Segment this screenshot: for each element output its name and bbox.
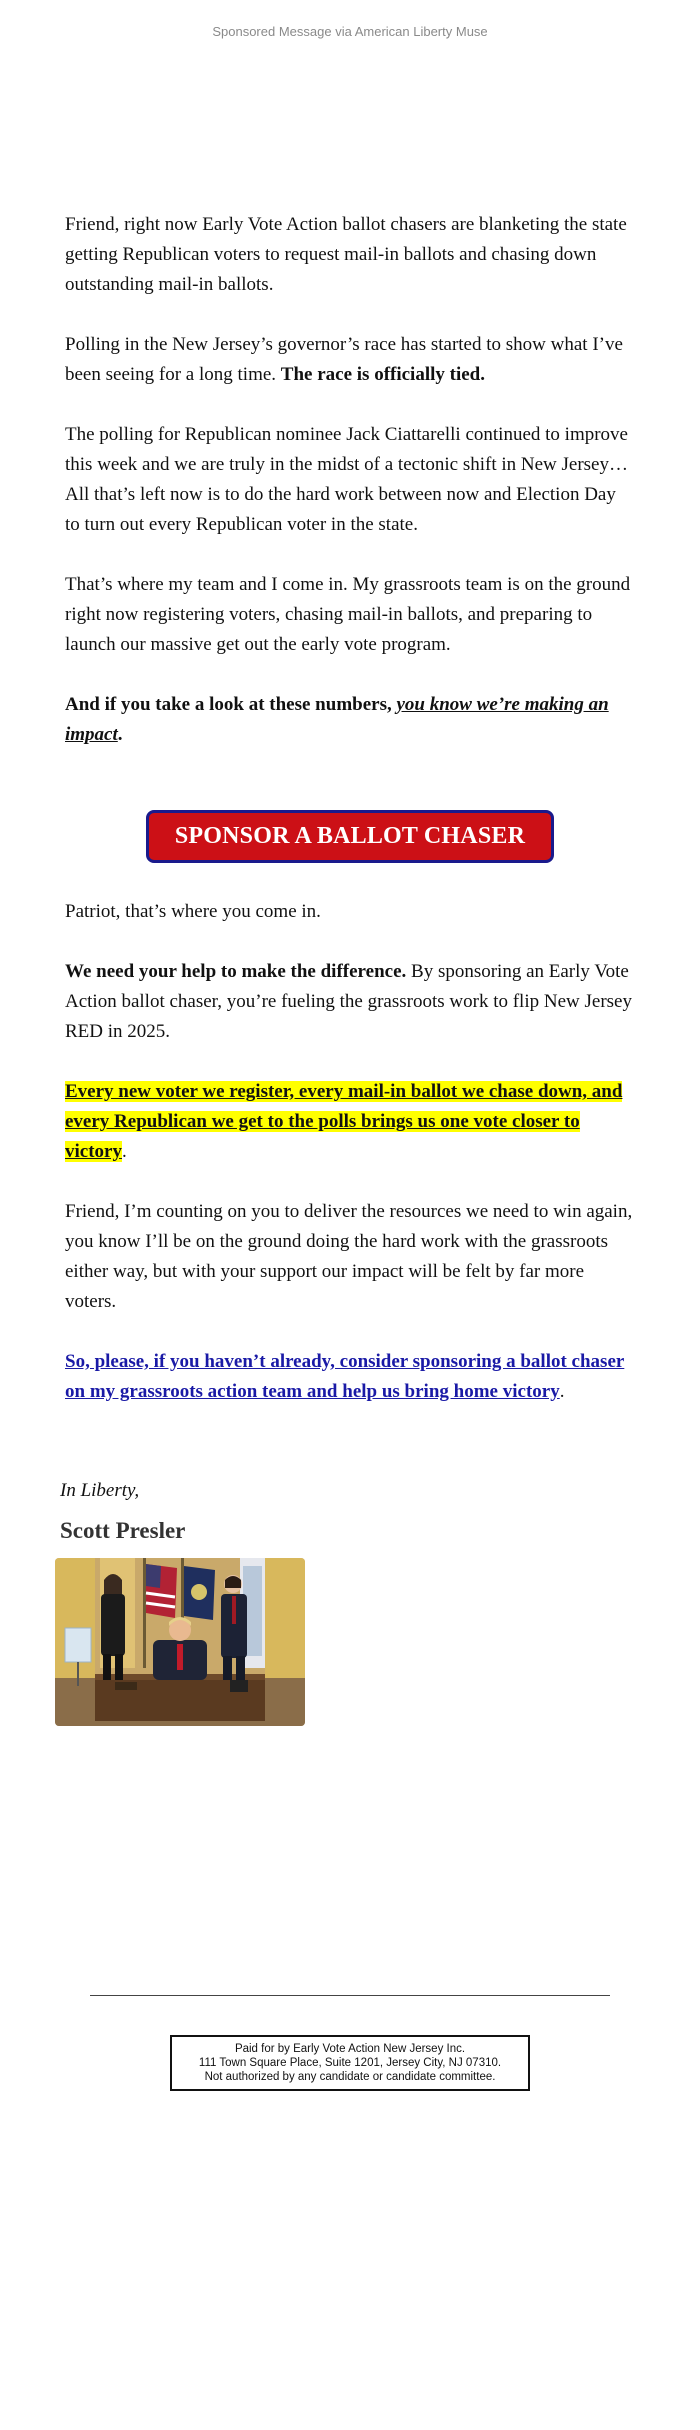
sponsor-ballot-chaser-button[interactable]: SPONSOR A BALLOT CHASER bbox=[146, 810, 554, 863]
help-text: By sponsoring an Early Vote Action ballot chaser, you’re fueling the grassroots work to flip New Jersey RED in 2025. bbox=[65, 961, 632, 1042]
disclaimer-box bbox=[170, 2035, 530, 2091]
disclaimer-authorization: Not authorized by any candidate or candidate committee. bbox=[204, 2071, 496, 2083]
footer-divider bbox=[90, 1995, 610, 1996]
race-tied-text: The race is officially tied. bbox=[280, 364, 486, 385]
polling-text: Polling in the New Jersey’s governor’s race has started to show what I’ve been seeing for a long time. bbox=[65, 334, 623, 385]
paragraph-team: That’s where my team and I come in. My grassroots team is on the ground right now registering voters, chasing mail-in ballots, and preparing to launch our massive get out the early vote program. bbox=[65, 574, 631, 655]
paragraph-patriot: Patriot, that’s where you come in. bbox=[65, 901, 321, 922]
paragraph-numbers bbox=[65, 690, 635, 750]
numbers-end: . bbox=[117, 724, 123, 745]
oval-office-photo bbox=[55, 1558, 305, 1726]
numbers-text: And if you take a look at these numbers, bbox=[65, 694, 397, 715]
paragraph-sponsor-link bbox=[65, 1347, 635, 1407]
signature-block bbox=[60, 1480, 185, 1554]
sponsor-chaser-link[interactable]: So, please, if you haven’t already, consider sponsoring a ballot chaser on my grassroots action team and help us bring home victory bbox=[65, 1351, 625, 1402]
impact-link[interactable]: you know we’re making an impact bbox=[65, 694, 609, 745]
photo-illustration bbox=[55, 1558, 305, 1726]
paragraph-counting: Friend, I’m counting on you to deliver the resources we need to win again, you know I’ll be on the ground doing the hard work with the grassroots either way, but with your support our impact will be felt by far more voters. bbox=[65, 1201, 633, 1312]
email-body bbox=[65, 210, 635, 1437]
paragraph-highlight bbox=[65, 1077, 635, 1167]
highlight-end: . bbox=[121, 1141, 127, 1162]
paragraph-intro: Friend, right now Early Vote Action ballot chasers are blanketing the state getting Republican voters to request mail-in ballots and chasing down outstanding mail-in ballots. bbox=[65, 214, 627, 295]
sponsored-label: Sponsored Message via American Liberty Muse bbox=[212, 24, 488, 39]
paragraph-ciattarelli: The polling for Republican nominee Jack Ciattarelli continued to improve this week and we are truly in the midst of a tectonic shift in New Jersey… All that’s left now is to do the hard work between now and Election Day to turn out every Republican voter in the state. bbox=[65, 424, 628, 535]
victory-highlight-link[interactable]: Every new voter we register, every mail-in ballot we chase down, and every Republican we get to the polls brings us one vote closer to victory bbox=[65, 1081, 623, 1162]
signer-name: Scott Presler bbox=[60, 1518, 186, 1543]
paragraph-help bbox=[65, 957, 635, 1047]
sign-off: In Liberty, bbox=[60, 1480, 140, 1501]
cta-container bbox=[65, 810, 635, 863]
disclaimer-paid-for: Paid for by Early Vote Action New Jersey Inc. bbox=[234, 2043, 466, 2055]
paragraph-polling bbox=[65, 330, 635, 390]
disclaimer-address: 111 Town Square Place, Suite 1201, Jersey City, NJ 07310. bbox=[198, 2057, 502, 2069]
sponsor-link-end: . bbox=[559, 1381, 565, 1402]
help-bold-text: We need your help to make the difference. bbox=[65, 961, 407, 982]
